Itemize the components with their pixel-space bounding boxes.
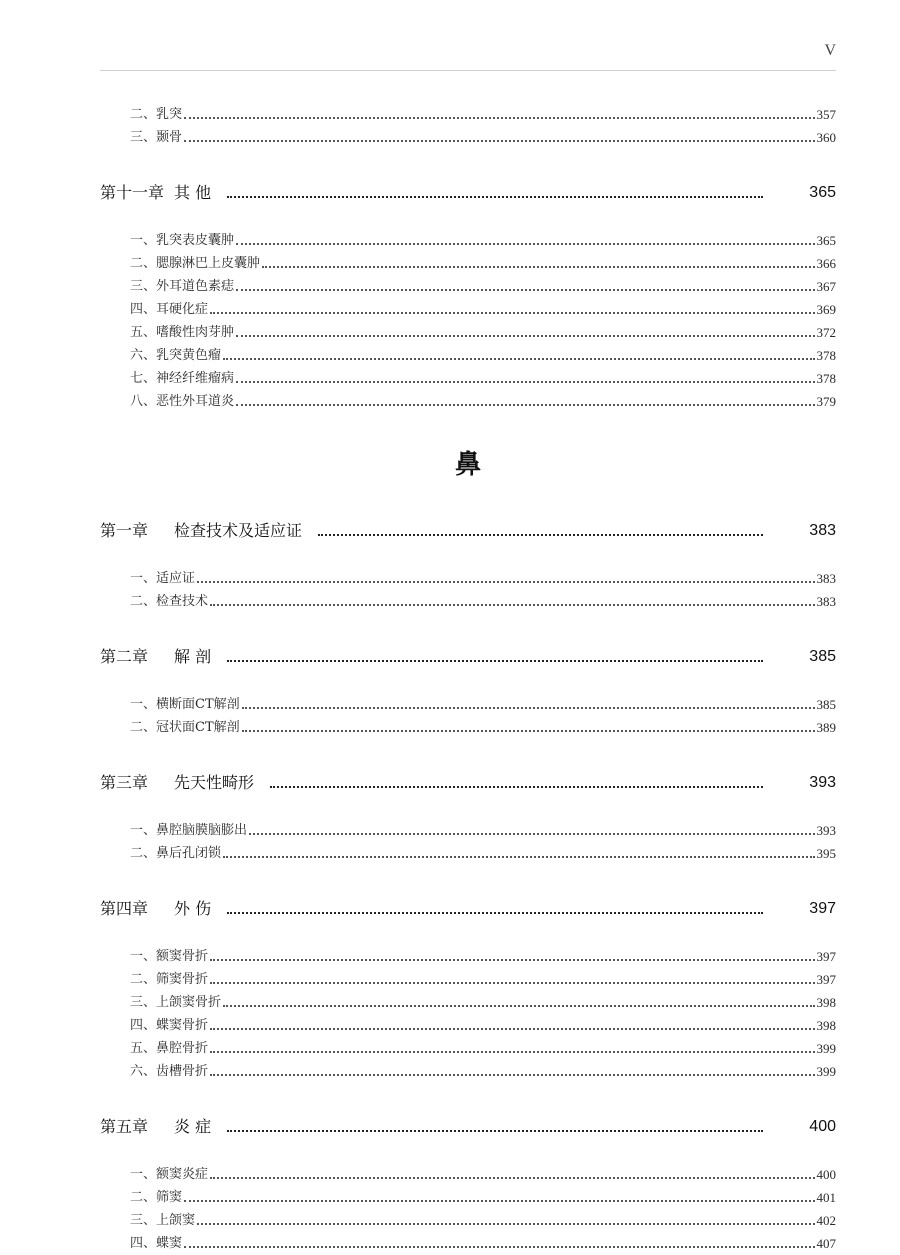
chapter-page: 397: [809, 900, 836, 917]
chapter-label: 第十一章: [100, 183, 165, 202]
chapter-title: 检查技术及适应证: [174, 521, 303, 540]
toc-entry[interactable]: [100, 1060, 836, 1083]
chapter-heading[interactable]: [100, 643, 836, 671]
toc-entry[interactable]: [100, 252, 836, 275]
entry-title: 六、齿槽骨折: [130, 1064, 209, 1079]
chapter-title: 外 伤: [174, 899, 212, 918]
dot-leader: [227, 911, 763, 914]
toc-entry[interactable]: [100, 991, 836, 1014]
entry-title: 八、恶性外耳道炎: [130, 394, 235, 409]
dot-leader: [242, 706, 815, 709]
entry-page: 372: [816, 325, 836, 340]
entry-title: 一、额窦骨折: [130, 949, 209, 964]
toc-entry[interactable]: [100, 1186, 836, 1209]
entry-page: 367: [816, 279, 836, 294]
entry-page: 378: [816, 371, 836, 386]
chapter-heading[interactable]: [100, 769, 836, 797]
entry-title: 三、外耳道色素痣: [130, 279, 235, 294]
entry-title: 二、乳突: [130, 107, 183, 122]
toc-entry[interactable]: [100, 1209, 836, 1232]
toc-entry[interactable]: [100, 1163, 836, 1186]
entry-page: 385: [816, 697, 836, 712]
entry-title: 四、蝶窦骨折: [130, 1018, 209, 1033]
dot-leader: [210, 1027, 814, 1030]
dot-leader: [318, 533, 763, 536]
entry-page: 402: [816, 1213, 836, 1228]
entry-page: 383: [816, 594, 836, 609]
entry-page: 360: [816, 130, 836, 145]
dot-leader: [227, 1129, 763, 1132]
entry-title: 三、颞骨: [130, 130, 183, 145]
entry-title: 六、乳突黄色瘤: [130, 348, 222, 363]
entry-title: 一、额窦炎症: [130, 1167, 209, 1182]
dot-leader: [262, 265, 814, 268]
entry-title: 七、神经纤维瘤病: [130, 371, 235, 386]
chapter-heading[interactable]: [100, 895, 836, 923]
entry-title: 二、筛窦: [130, 1190, 183, 1205]
dot-leader: [210, 1073, 814, 1076]
toc-entry[interactable]: [100, 590, 836, 613]
entry-page: 357: [816, 107, 836, 122]
chapter-label: 第三章: [100, 773, 149, 792]
toc-entry[interactable]: [100, 367, 836, 390]
toc-entry[interactable]: [100, 1037, 836, 1060]
chapter-page: 365: [809, 184, 836, 201]
entry-page: 378: [816, 348, 836, 363]
toc-entry[interactable]: [100, 229, 836, 252]
entry-page: 400: [816, 1167, 836, 1182]
entry-title: 二、检查技术: [130, 594, 209, 609]
entry-page: 395: [816, 846, 836, 861]
chapter-heading[interactable]: [100, 517, 836, 545]
entry-page: 398: [816, 1018, 836, 1033]
entry-title: 二、鼻后孔闭锁: [130, 846, 222, 861]
entry-title: 三、上颌窦骨折: [130, 995, 222, 1010]
entry-title: 五、鼻腔骨折: [130, 1041, 209, 1056]
dot-leader: [210, 1176, 814, 1179]
entry-title: 二、腮腺淋巴上皮囊肿: [130, 256, 261, 271]
entry-title: 三、上颌窦: [130, 1213, 196, 1228]
chapter-label: 第二章: [100, 647, 149, 666]
toc-entry[interactable]: [100, 945, 836, 968]
dot-leader: [197, 1222, 814, 1225]
entry-page: 401: [816, 1190, 836, 1205]
entry-title: 四、蝶窦: [130, 1236, 183, 1251]
dot-leader: [270, 785, 763, 788]
dot-leader: [227, 659, 763, 662]
dot-leader: [236, 242, 814, 245]
toc-entry[interactable]: [100, 126, 836, 149]
toc-entry[interactable]: [100, 819, 836, 842]
toc-entry[interactable]: [100, 716, 836, 739]
dot-leader: [197, 580, 814, 583]
chapter-label: 第五章: [100, 1117, 149, 1136]
entry-page: 393: [816, 823, 836, 838]
chapter-page: 393: [809, 774, 836, 791]
chapter-page: 385: [809, 648, 836, 665]
dot-leader: [184, 1245, 814, 1248]
dot-leader: [236, 334, 814, 337]
dot-leader: [210, 311, 814, 314]
chapter-title: 其 他: [174, 183, 212, 202]
entry-page: 389: [816, 720, 836, 735]
dot-leader: [227, 195, 763, 198]
toc-entry[interactable]: [100, 1014, 836, 1037]
dot-leader: [184, 116, 814, 119]
entry-page: 383: [816, 571, 836, 586]
entry-title: 二、冠状面CT解剖: [130, 720, 240, 735]
entry-page: 397: [816, 949, 836, 964]
entry-title: 一、横断面CT解剖: [130, 697, 240, 712]
dot-leader: [236, 288, 814, 291]
toc-entry[interactable]: [100, 275, 836, 298]
entry-page: 398: [816, 995, 836, 1010]
entry-page: 397: [816, 972, 836, 987]
toc-entry[interactable]: [100, 321, 836, 344]
toc-entry[interactable]: [100, 103, 836, 126]
entry-page: 366: [816, 256, 836, 271]
entry-title: 五、嗜酸性肉芽肿: [130, 325, 235, 340]
dot-leader: [242, 729, 815, 732]
entry-page: 407: [816, 1236, 836, 1251]
page-header: [100, 0, 836, 71]
entry-page: 369: [816, 302, 836, 317]
entry-page: 399: [816, 1041, 836, 1056]
dot-leader: [249, 832, 814, 835]
entry-title: 一、鼻腔脑膜脑膨出: [130, 823, 248, 838]
toc-entry[interactable]: [100, 298, 836, 321]
entry-title: 四、耳硬化症: [130, 302, 209, 317]
dot-leader: [210, 981, 814, 984]
dot-leader: [236, 403, 814, 406]
entry-page: 379: [816, 394, 836, 409]
entry-page: 399: [816, 1064, 836, 1079]
chapter-heading[interactable]: [100, 179, 836, 207]
entry-title: 一、适应证: [130, 571, 196, 586]
toc-entry[interactable]: [100, 842, 836, 865]
toc-entry[interactable]: [100, 390, 836, 413]
dot-leader: [210, 1050, 814, 1053]
chapter-page: 383: [809, 522, 836, 539]
dot-leader: [210, 958, 814, 961]
chapter-title: 炎 症: [174, 1117, 212, 1136]
entry-title: 二、筛窦骨折: [130, 972, 209, 987]
section-title: 鼻: [454, 450, 481, 480]
toc-entry[interactable]: [100, 1232, 836, 1255]
toc-entry[interactable]: [100, 693, 836, 716]
dot-leader: [223, 1004, 814, 1007]
dot-leader: [184, 139, 814, 142]
chapter-title: 先天性畸形: [174, 773, 255, 792]
chapter-page: 400: [809, 1118, 836, 1135]
table-of-contents: [100, 103, 836, 1255]
dot-leader: [236, 380, 814, 383]
chapter-label: 第一章: [100, 521, 149, 540]
entry-title: 一、乳突表皮囊肿: [130, 233, 235, 248]
chapter-heading[interactable]: [100, 1113, 836, 1141]
chapter-title: 解 剖: [174, 647, 212, 666]
page-number: V: [824, 42, 836, 59]
toc-entry[interactable]: [100, 344, 836, 367]
dot-leader: [223, 357, 814, 360]
entry-page: 365: [816, 233, 836, 248]
toc-entry[interactable]: [100, 968, 836, 991]
chapter-label: 第四章: [100, 899, 149, 918]
dot-leader: [210, 603, 814, 606]
dot-leader: [223, 855, 814, 858]
dot-leader: [184, 1199, 814, 1202]
toc-entry[interactable]: [100, 567, 836, 590]
